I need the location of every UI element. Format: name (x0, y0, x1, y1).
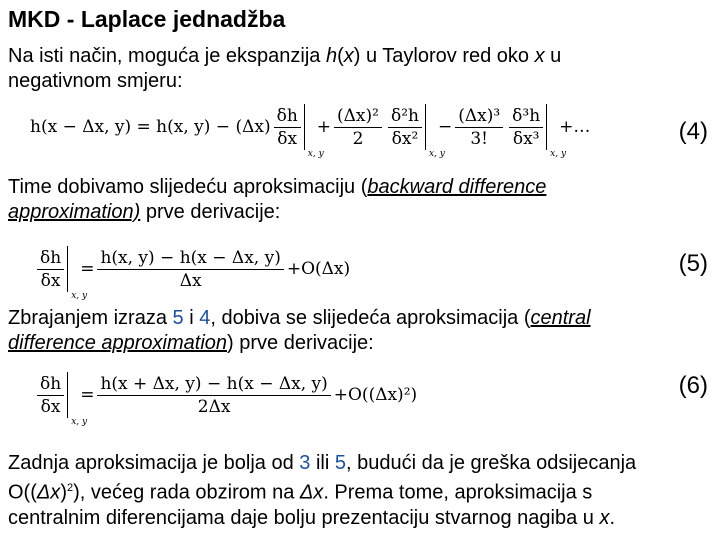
evaluation-bar (546, 104, 567, 159)
var-x: x (534, 45, 545, 67)
ref-number: 3 (299, 452, 311, 474)
text: centralnim diferencijama daje bolju prezentaciju stvarnog nagiba u (8, 506, 600, 529)
operator: − (437, 117, 453, 137)
denominator: Δx (179, 270, 202, 291)
operator: +… (559, 117, 591, 137)
equation-lhs: h(x − Δx, y) = h(x, y) − (Δx) (30, 117, 271, 137)
text: O(( (8, 481, 37, 504)
fraction (509, 106, 543, 149)
evaluation-bar (304, 104, 324, 159)
numerator: δ²h (388, 106, 422, 128)
text: . (609, 506, 616, 529)
numerator: δh (37, 248, 64, 270)
numerator: δ³h (509, 106, 543, 128)
paragraph-backward (8, 175, 648, 225)
text: . Prema tome, aproksimacija s (323, 481, 593, 504)
numerator: h(x, y) − h(x − Δx, y) (97, 248, 283, 270)
numerator: (Δx)² (334, 106, 382, 128)
text: prve derivacije: (140, 201, 281, 223)
term-central: central (530, 307, 591, 329)
denominator: δx³ (512, 128, 540, 149)
denominator: δx (40, 396, 61, 417)
paragraph-central (8, 306, 668, 356)
numerator: δh (37, 374, 64, 396)
denominator: 3! (470, 128, 489, 149)
text: Time dobivamo slijedeću aproksimaciju ( (8, 176, 368, 198)
fraction (274, 106, 301, 149)
evaluation-subscript: x, y (71, 291, 88, 301)
fraction (97, 248, 283, 291)
denominator: δx (40, 270, 61, 291)
equation-5 (34, 246, 351, 301)
error-order: +O(Δx) (286, 259, 351, 279)
text: u (544, 45, 562, 67)
text: ) prve derivacije: (227, 332, 374, 354)
evaluation-bar (425, 104, 445, 159)
operator: = (80, 385, 95, 405)
ref-number: 5 (172, 307, 184, 329)
text: ), većeg rada obzirom na (73, 481, 300, 504)
var-x: x (343, 45, 354, 67)
text: ) u Taylorov red oko (353, 45, 535, 67)
denominator: 2Δx (197, 396, 231, 417)
equation-number-6: (6) (678, 372, 708, 399)
equation-6 (34, 372, 418, 427)
text: ili (310, 452, 335, 474)
fraction (37, 374, 64, 417)
equation-number-5: (5) (678, 250, 708, 277)
text: , dobiva se slijedeća aproksimacija ( (210, 307, 531, 329)
operator: + (316, 117, 332, 137)
text: Zbrajanjem izraza (8, 307, 173, 329)
evaluation-subscript: x, y (428, 149, 445, 159)
equation-4 (30, 104, 591, 159)
text: i (183, 307, 200, 329)
evaluation-subscript: x, y (550, 149, 567, 159)
var-x: x (599, 506, 610, 529)
numerator: δh (274, 106, 301, 128)
var-h: h (325, 45, 338, 67)
fraction (388, 106, 422, 149)
fraction (334, 106, 382, 149)
numerator: h(x + Δx, y) − h(x − Δx, y) (97, 374, 330, 396)
error-order: +O((Δx)²) (333, 385, 418, 405)
superscript: 2 (66, 482, 74, 494)
paragraph-intro (8, 44, 561, 94)
fraction (455, 106, 503, 149)
denominator: δx² (391, 128, 419, 149)
text: ( (337, 45, 344, 67)
var-dx: Δx (36, 481, 61, 504)
evaluation-bar (67, 246, 88, 301)
denominator: δx (277, 128, 298, 149)
evaluation-bar (67, 372, 88, 427)
ref-number: 5 (334, 452, 346, 474)
evaluation-subscript: x, y (71, 417, 88, 427)
equation-number-4: (4) (678, 118, 708, 145)
paragraph-conclusion (8, 451, 713, 531)
evaluation-subscript: x, y (307, 149, 324, 159)
ref-number: 4 (199, 307, 211, 329)
fraction (37, 248, 64, 291)
term-difference-approximation: difference approximation (8, 332, 228, 354)
text-line: negativnom smjeru: (8, 70, 183, 92)
slide-title: MKD - Laplace jednadžba (8, 6, 286, 32)
text: Na isti način, moguća je ekspanzija (8, 45, 326, 67)
var-dx: Δx (299, 481, 324, 504)
fraction (97, 374, 330, 417)
text: ) (60, 481, 67, 504)
operator: = (80, 259, 95, 279)
denominator: 2 (352, 128, 364, 149)
numerator: (Δx)³ (455, 106, 503, 128)
term-backward-difference: backward difference approximation) (8, 176, 547, 223)
text: Zadnja aproksimacija je bolja od (8, 452, 300, 474)
text: , budući da je greška odsijecanja (345, 452, 637, 474)
